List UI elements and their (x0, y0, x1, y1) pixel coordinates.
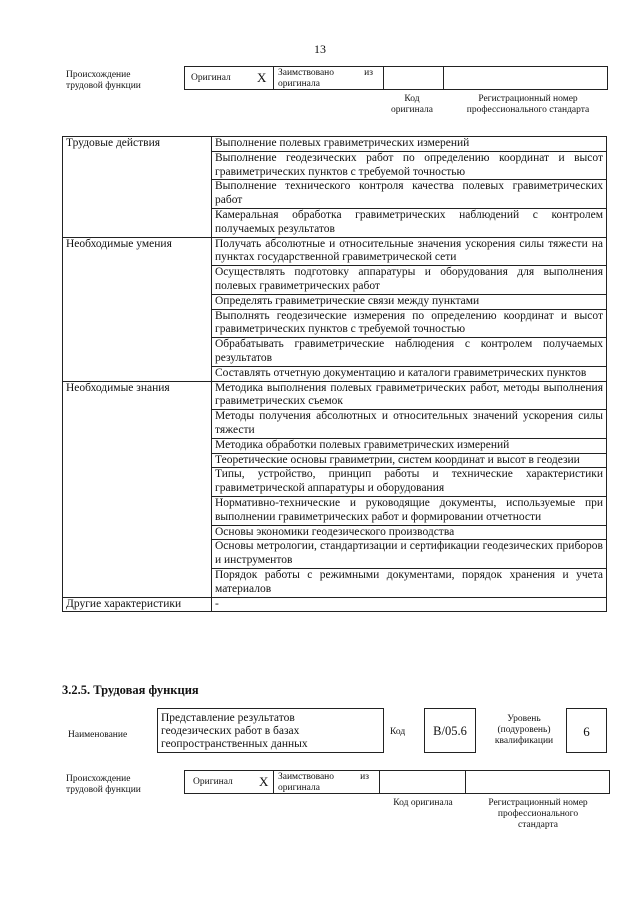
row-item: Составлять отчетную документацию и каталоги гравиметрических пунктов (212, 366, 607, 381)
code-original-cell (379, 771, 465, 793)
origin-label-line: Происхождение (66, 70, 131, 80)
reg-number-cell (465, 771, 609, 793)
table-row (63, 381, 607, 410)
borrowed-label: Заимствовано (278, 68, 335, 78)
caption-line: Регистрационный номер (488, 798, 588, 808)
row-item: Определять гравиметрические связи между пунктами (212, 294, 607, 309)
row-item: Основы метрологии, стандартизации и сертификации геодезических приборов и инструментов (212, 540, 607, 569)
level-label-line: квалификации (494, 736, 554, 746)
row-item: Выполнение технического контроля качества полевых гравиметрических работ (212, 180, 607, 209)
origin-label-1 (66, 70, 141, 92)
level-label-line: Уровень (507, 714, 541, 724)
reg-number-caption (446, 94, 610, 116)
origin-label-line: трудовой функции (66, 785, 141, 795)
function-details-table (62, 136, 607, 612)
row-item: - (212, 597, 607, 612)
original-label: Оригинал (191, 73, 231, 83)
borrowed-from-label: из (364, 68, 373, 78)
row-header: Необходимые умения (63, 237, 212, 381)
original-mark: X (259, 774, 269, 789)
row-item: Выполнять геодезические измерения по определению координат и высот гравиметрических пунктов с требуемой точностью (212, 309, 607, 338)
borrowed-label-line2: оригинала (278, 79, 320, 89)
origin-label-line: трудовой функции (66, 81, 141, 91)
code-original-cell (383, 67, 443, 89)
borrowed-from-label: из (360, 772, 369, 782)
table-row (63, 597, 607, 612)
section-title: 3.2.5. Трудовая функция (62, 683, 199, 697)
borrowed-label: Заимствовано (278, 772, 335, 782)
page-number: 13 (314, 42, 326, 56)
code-value: B/05.6 (433, 724, 467, 738)
caption-line: стандарта (518, 820, 558, 830)
code-value-box (424, 708, 476, 753)
function-name-line: Представление результатов (161, 712, 295, 724)
row-item: Нормативно-технические и руководящие документы, используемые при выполнении гравиметрических работ и формировании отчетности (212, 496, 607, 525)
row-item: Выполнение полевых гравиметрических измерений (212, 137, 607, 152)
borrowed-cell (273, 67, 383, 89)
original-mark: X (257, 70, 267, 85)
row-item: Обрабатывать гравиметрические наблюдения с контролем получаемых результатов (212, 338, 607, 367)
row-item: Порядок работы с режимными документами, порядок хранения и учета материалов (212, 568, 607, 597)
caption-line: оригинала (391, 105, 433, 115)
caption-line: Код (404, 94, 420, 104)
caption-line: профессионального (497, 809, 579, 819)
row-header: Другие характеристики (63, 597, 212, 612)
code-label: Код (390, 727, 406, 737)
code-original-caption (380, 94, 444, 116)
row-item: Камеральная обработка гравиметрических наблюдений с контролем получаемых результатов (212, 208, 607, 237)
row-item: Типы, устройство, принцип работы и технические характеристики гравиметрической аппаратуры и оборудования (212, 468, 607, 497)
level-value-box (566, 708, 607, 753)
table-row (63, 237, 607, 266)
level-value: 6 (583, 724, 590, 739)
borrowed-cell (273, 771, 379, 793)
row-item: Методика обработки полевых гравиметрических измерений (212, 438, 607, 453)
row-item: Методы получения абсолютных и относительных значений ускорения силы тяжести (212, 410, 607, 439)
borrowed-label-line2: оригинала (278, 783, 320, 793)
row-item: Выполнение геодезических работ по определению координат и высот гравиметрических пунктов с требуемой точностью (212, 151, 607, 180)
row-item: Получать абсолютные и относительные значения ускорения силы тяжести на пунктах государственной гравиметрической сети (212, 237, 607, 266)
origin-table-2 (184, 770, 610, 794)
reg-number-cell (443, 67, 607, 89)
row-header: Необходимые знания (63, 381, 212, 597)
reg-number-caption (468, 798, 608, 831)
function-name-line: геодезических работ в базах (161, 725, 300, 737)
row-item: Методика выполнения полевых гравиметрических работ, методы выполнения гравиметрических съемок (212, 381, 607, 410)
row-header: Трудовые действия (63, 137, 212, 238)
caption-line: профессионального стандарта (466, 105, 590, 115)
caption-line: Регистрационный номер (478, 94, 578, 104)
row-item: Теоретические основы гравиметрии, систем координат и высот в геодезии (212, 453, 607, 468)
code-original-caption: Код оригинала (393, 798, 453, 808)
name-label: Наименование (68, 730, 128, 740)
row-item: Основы экономики геодезического производства (212, 525, 607, 540)
row-item: Осуществлять подготовку аппаратуры и оборудования для выполнения полевых гравиметрических работ (212, 266, 607, 295)
origin-label-line: Происхождение (66, 774, 131, 784)
origin-label-2 (66, 774, 141, 796)
origin-table-1 (184, 66, 608, 90)
table-row (63, 137, 607, 152)
original-label: Оригинал (193, 777, 233, 787)
level-label-line: (подуровень) (497, 725, 551, 735)
function-name-box (157, 708, 384, 753)
level-label (484, 714, 564, 747)
function-name-line: геопространственных данных (161, 738, 308, 750)
